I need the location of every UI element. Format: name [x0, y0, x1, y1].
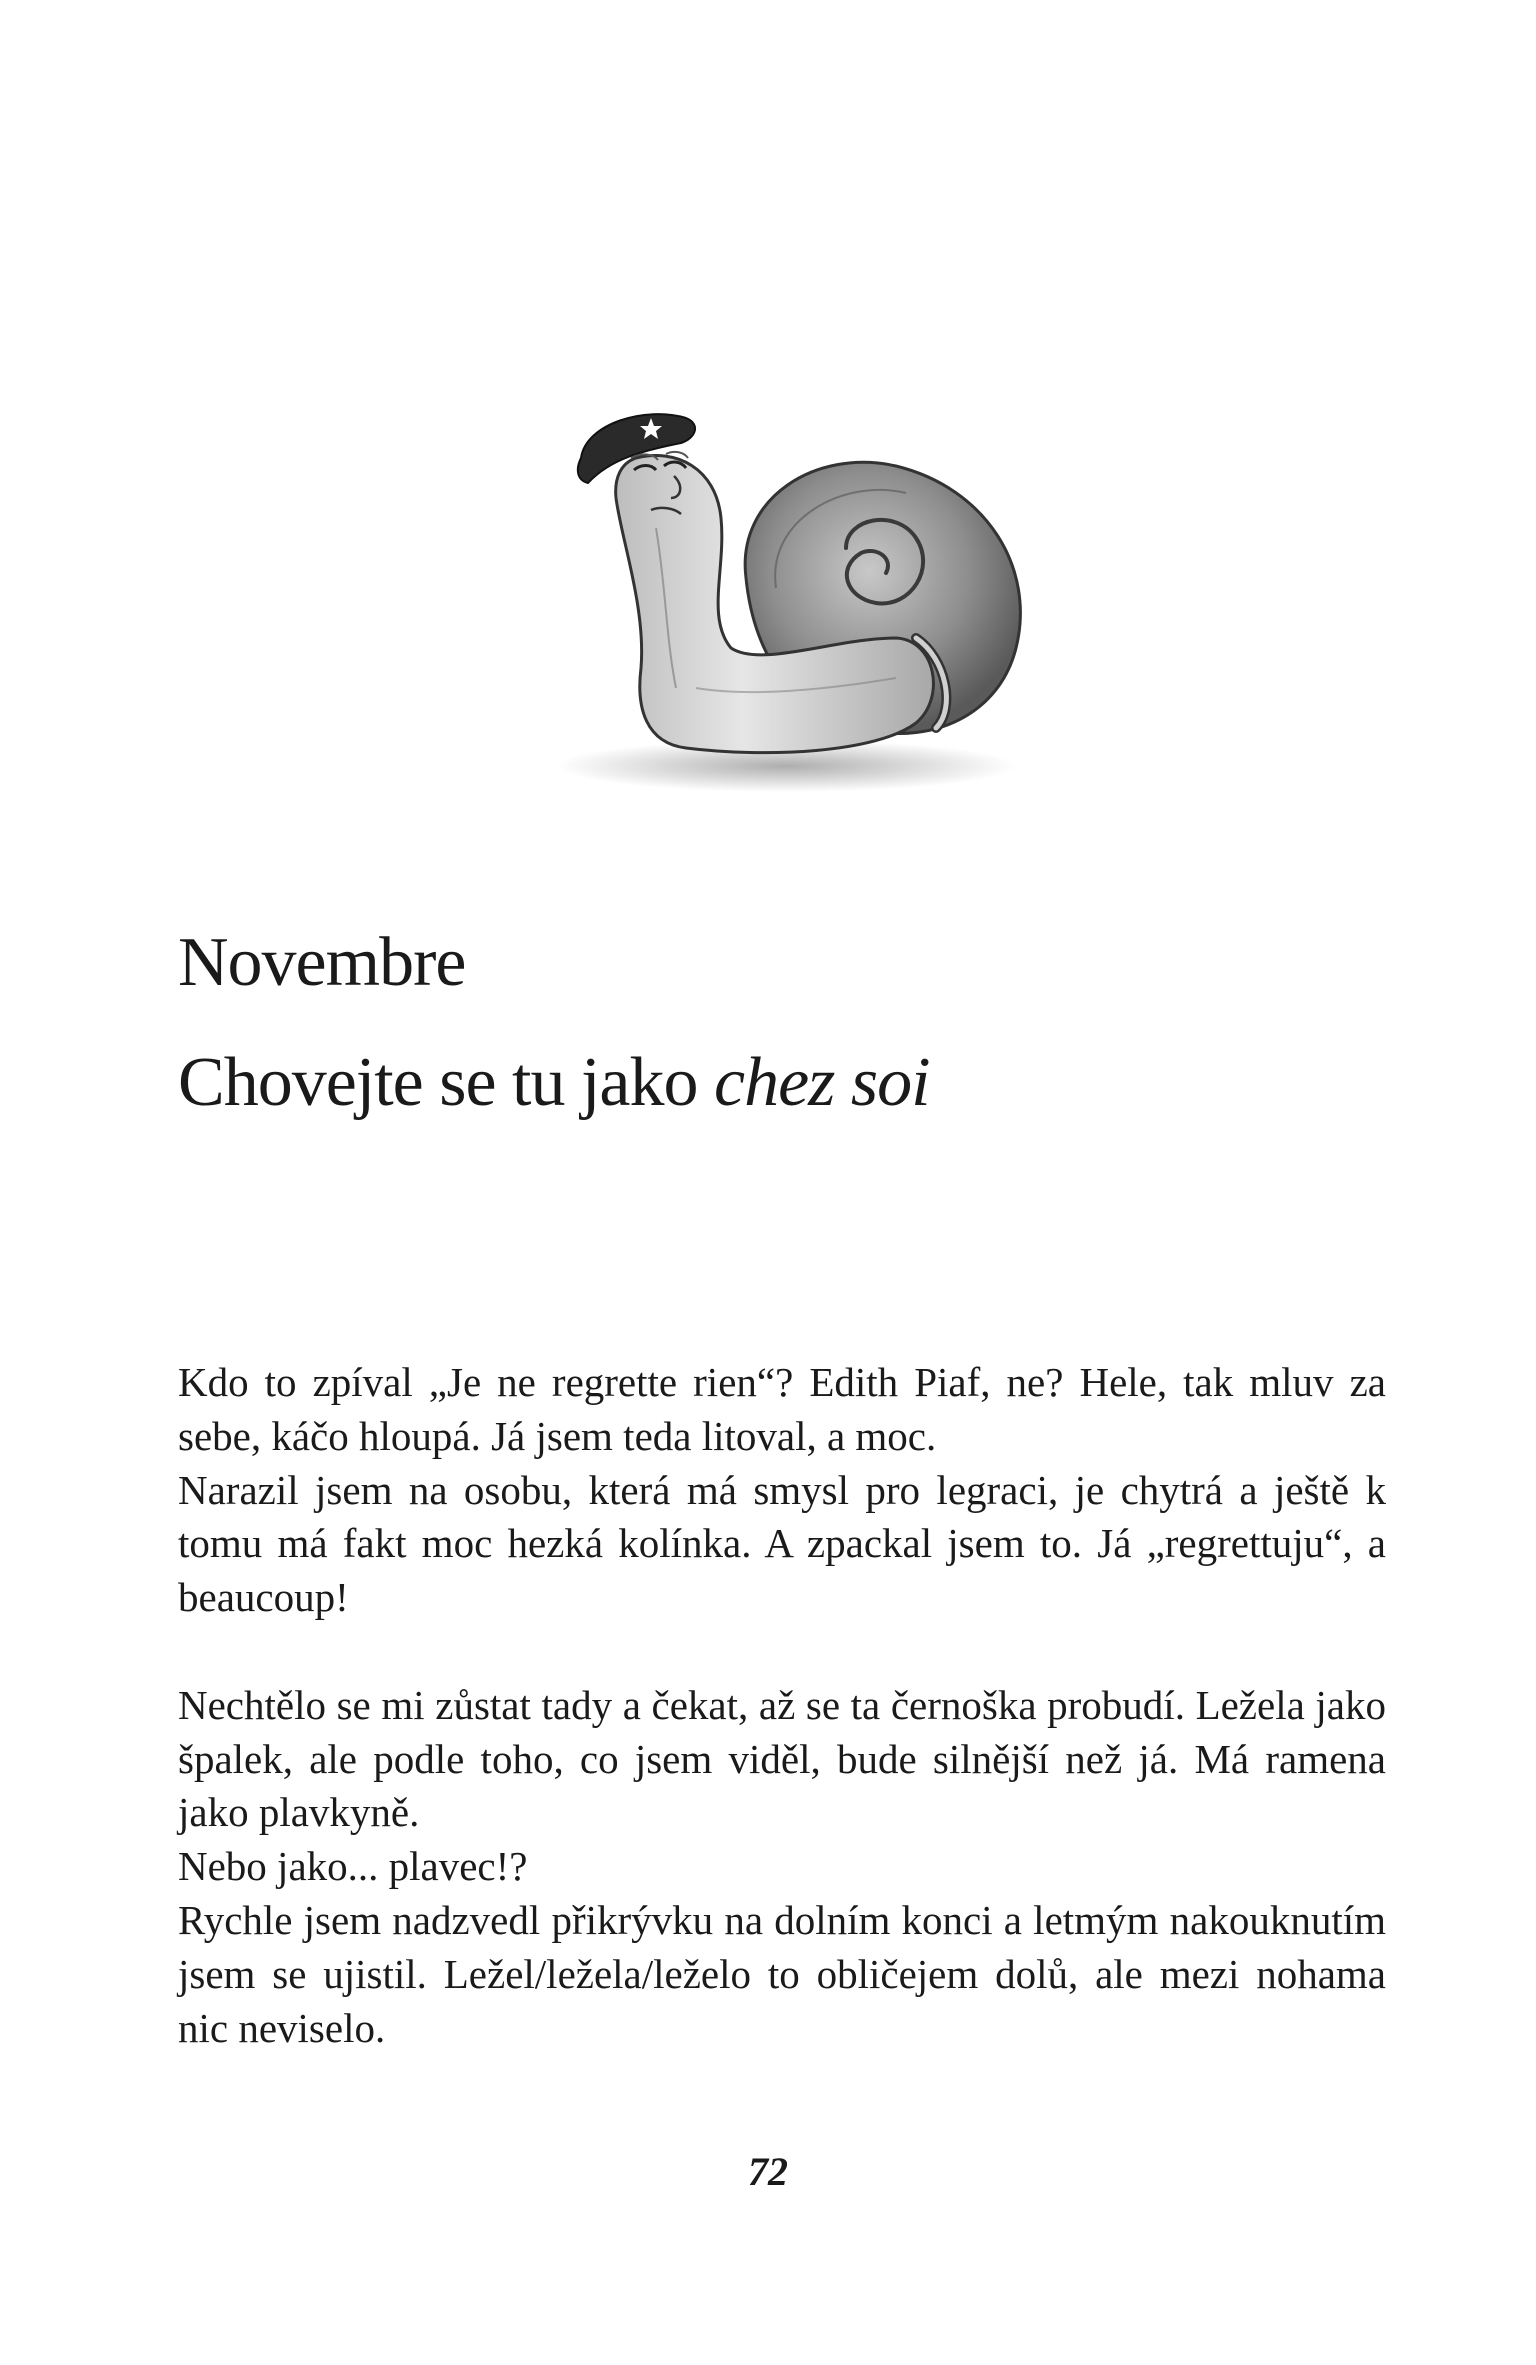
chapter-title: Novembre [178, 924, 466, 1001]
paragraph-line: Nechtělo se mi zůstat tady a čekat, až se ta černoška probudí. Ležela jako špalek, ale podle toho, co jsem viděl, bude silnější než já. Má ramena jako plavkyně. [178, 1681, 1386, 1836]
chapter-subtitle-text: Chovejte se tu jako [178, 1044, 715, 1121]
paragraph-line: Narazil jsem na osobu, která má smysl pro legraci, je chytrá a ještě k tomu má fakt moc hezká kolínka. A zpackal jsem to. Já „regrettuju“, a beaucoup! [178, 1466, 1386, 1621]
paragraph-line: Rychle jsem nadzvedl přikrývku na dolním konci a letmým nakouknutím jsem se ujistil. Ležel/ležela/leželo to obličejem dolů, ale mezi nohama nic neviselo. [178, 1896, 1386, 2051]
paragraph-line: Nebo jako... plavec!? [178, 1843, 528, 1890]
chapter-subtitle-italic: chez soi [714, 1044, 930, 1121]
paragraph-line: Kdo to zpíval „Je ne regrette rien“? Edith Piaf, ne? Hele, tak mluv za sebe, káčo hloupá. Já jsem teda litoval, a moc. [178, 1359, 1386, 1459]
snail-with-beret-icon [516, 388, 1078, 840]
snail-illustration [516, 388, 1078, 840]
body-text [178, 1356, 1386, 2055]
chapter-subtitle [178, 1044, 930, 1121]
page-number: 72 [748, 2149, 788, 2194]
paragraph-gap [178, 1625, 1386, 1679]
